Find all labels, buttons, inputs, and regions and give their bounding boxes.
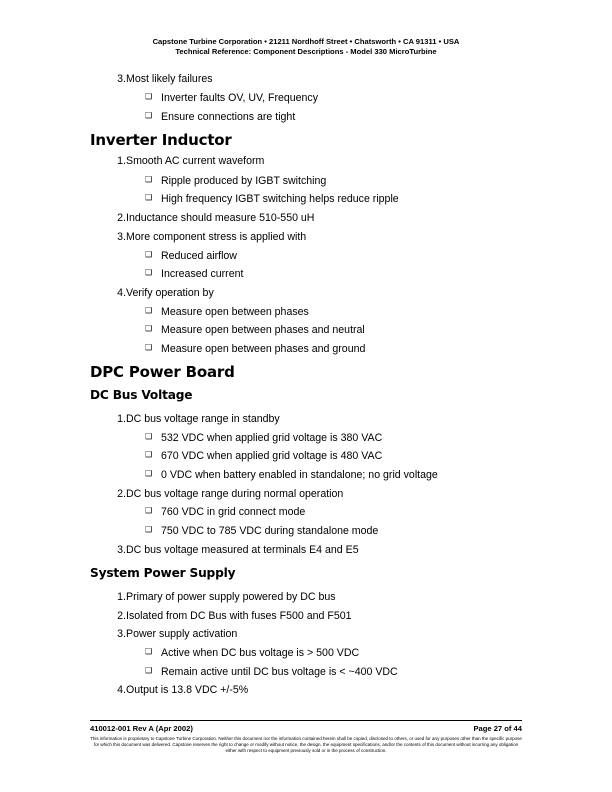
footer-doc-id: 410012-001 Rev A (Apr 2002) xyxy=(90,724,193,733)
footer-page-number: Page 27 of 44 xyxy=(473,724,522,733)
subsection-heading-dc-bus-voltage: DC Bus Voltage xyxy=(90,388,193,402)
footer-disclaimer: This information is proprietary to Capstone Turbine Corporation. Neither this document nor the information contained herein shall be copied, disclosed to others, or used for any purposes other than the specific purpose for which this document was delivered. Capstone reserves the right to change or modify without notice, the design, the equipment specifications, and/or the contents of this document without incurring any obligation either with respect to equipment previously sold or in the process of construction. xyxy=(90,736,522,754)
subsection-heading-system-power-supply: System Power Supply xyxy=(90,566,236,580)
section-heading-inverter-inductor: Inverter Inductor xyxy=(90,131,232,149)
section-heading-dpc-power-board: DPC Power Board xyxy=(90,363,235,381)
footer-divider xyxy=(90,720,522,721)
header-title: Technical Reference: Component Descriptions - Model 330 MicroTurbine xyxy=(175,47,437,56)
header-address: Capstone Turbine Corporation • 21211 Nordhoff Street • Chatsworth • CA 91311 • USA xyxy=(152,37,460,46)
